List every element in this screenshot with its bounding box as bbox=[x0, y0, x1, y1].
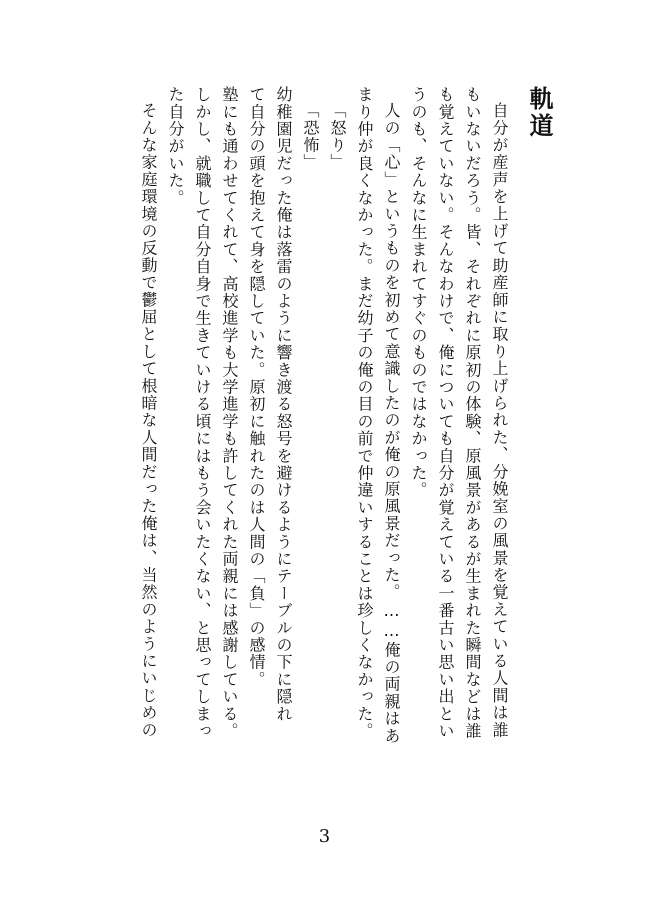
text-line: 幼稚園児だった俺は落雷のように響き渡る怒号を避けるようにテーブルの下に隠れ bbox=[274, 86, 293, 723]
body-text bbox=[135, 86, 513, 806]
page-number: 3 bbox=[318, 826, 331, 847]
text-line: 人の「心」というものを初めて意識したのが俺の原風景だった。……俺の両親はあ bbox=[382, 102, 401, 745]
text-line: 自分が産声を上げて助産師に取り上げられた、分娩室の風景を覚えている人間は誰 bbox=[490, 102, 509, 739]
text-line: うのも、そんなに生まれてすぐのものではなかった。 bbox=[409, 86, 428, 499]
text-line: そんな家庭環境の反動で鬱屈として根暗な人間だった俺は、当然のようにいじめの bbox=[139, 102, 158, 739]
chapter-title: 軌道 bbox=[525, 86, 553, 140]
text-line: 「恐怖」 bbox=[301, 102, 320, 171]
text-line: も覚えていない。そんなわけで、俺についても自分が覚えている一番古い思い出とい bbox=[436, 86, 455, 740]
text-line: まり仲が良くなかった。まだ幼子の俺の目の前で仲違いすることは珍しくなかった。 bbox=[355, 86, 374, 740]
text-line: 塾にも通わせてくれて、高校進学も大学進学も許してくれた両親には感謝している。 bbox=[220, 86, 239, 740]
text-line: しかし、就職して自分自身で生きていける頃にはもう会いたくない、と思ってしまっ bbox=[193, 86, 212, 740]
text-line: た自分がいた。 bbox=[166, 86, 185, 207]
text-line: 「怒り」 bbox=[328, 102, 347, 171]
text-line: て自分の頭を抱えて身を隠していた。原初に触れたのは人間の「負」の感情。 bbox=[247, 86, 266, 688]
text-line: もいないだろう。皆、それぞれに原初の体験、原風景があるが生まれた瞬間などは誰 bbox=[463, 86, 482, 740]
